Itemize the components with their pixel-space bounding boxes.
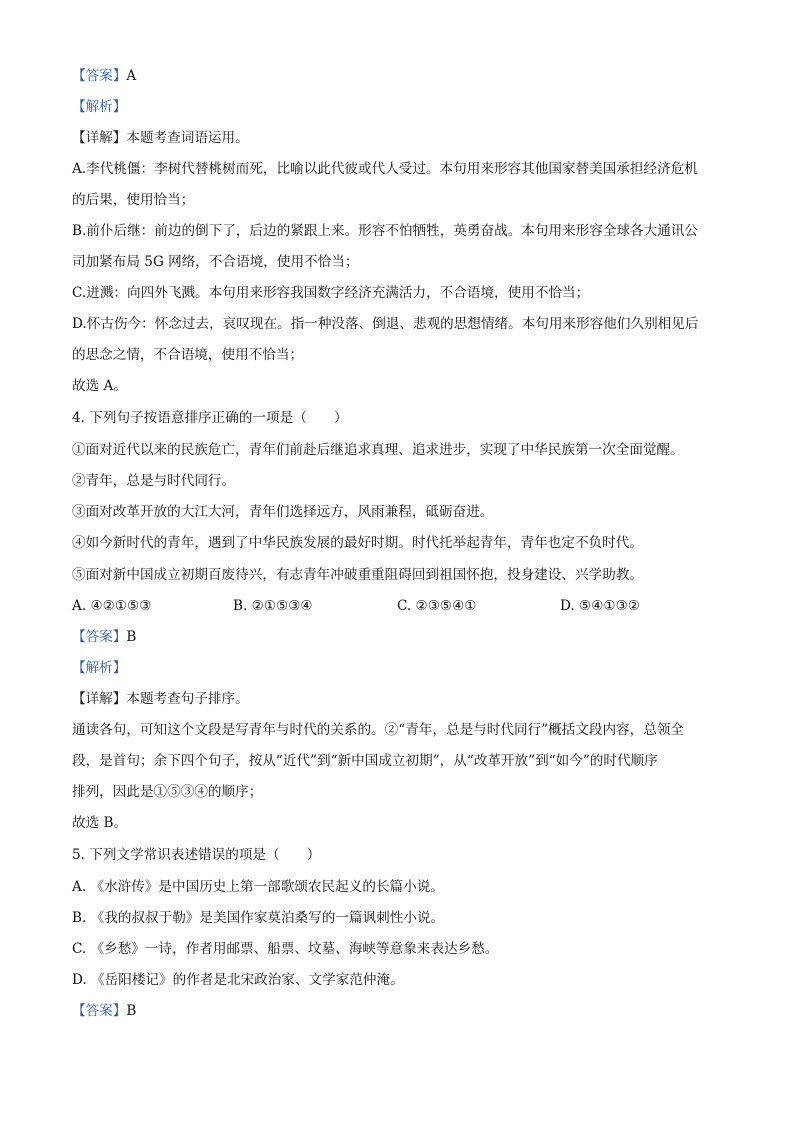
option-d: D. ⑤④①③②	[560, 598, 640, 614]
option-c: C. ②③⑤④①	[397, 598, 477, 614]
sentence-item: ②青年，总是与时代同行。	[72, 473, 236, 489]
question-stem: 5. 下列文学常识表述错误的项是（ ）	[72, 847, 321, 863]
text-line: 的后果，使用恰当；	[72, 192, 195, 208]
sentence-item: ④如今新时代的青年，遇到了中华民族发展的最好时期。时代托举起青年，青年也定不负时代。	[72, 535, 643, 551]
sentence-item: ③面对改革开放的大江大河，青年们选择远方，风雨兼程，砥砺奋进。	[72, 504, 494, 520]
choice-item: D. 《岳阳楼记》的作者是北宋政治家、文学家范仲淹。	[72, 972, 404, 988]
text-line: A.李代桃僵：李树代替桃树而死，比喻以此代彼或代人受过。本句用来形容其他国家替美国承担经济危机	[72, 161, 698, 177]
text-line: 司加紧布局 5G 网络，不合语境，使用不恰当；	[72, 254, 359, 270]
text-line: 【详解】本题考查句子排序。	[72, 691, 249, 707]
text-line: 段，是首句；余下四个句子，按从“近代”到“新中国成立初期”，从“改革开放”到“如今”的时代顺序	[72, 753, 658, 769]
answer-value: B	[126, 1003, 137, 1019]
question-stem: 4. 下列句子按语意排序正确的一项是（ ）	[72, 410, 348, 426]
option-a: A. ④②①⑤③	[72, 598, 152, 614]
analysis-tag: 解析	[85, 99, 113, 115]
text-line: 排列，因此是①⑤③④的顺序；	[72, 784, 263, 800]
text-line: B.前仆后继：前边的倒下了，后边的紧跟上来。形容不怕牺牲，英勇奋战。本句用来形容全球各大通讯公	[72, 223, 699, 239]
answer-line	[72, 1001, 734, 1021]
sentence-item: ①面对近代以来的民族危亡，青年们前赴后继追求真理、追求进步，实现了中华民族第一次全面觉醒。	[72, 442, 684, 458]
option-b: B. ②①⑤③④	[233, 598, 313, 614]
answer-value: B	[126, 629, 137, 645]
analysis-heading: 【解析】	[72, 99, 127, 115]
text-line: 故选 B。	[72, 815, 128, 831]
text-line: C.迸溅：向四外飞溅。本句用来形容我国数字经济充满活力，不合语境，使用不恰当；	[72, 285, 590, 301]
answer-line	[72, 627, 734, 647]
answer-value: A	[126, 68, 137, 84]
sentence-item: ⑤面对新中国成立初期百废待兴，有志青年冲破重重阻碍回到祖国怀抱，投身建设、兴学助教。	[72, 567, 643, 583]
text-line: 通读各句，可知这个文段是写青年与时代的关系的。②“青年，总是与时代同行”概括文段内容，总领全	[72, 722, 685, 738]
answer-tag: 【答案】	[72, 629, 127, 645]
text-line: 的思念之情，不合语境，使用不恰当；	[72, 347, 304, 363]
choice-item: B. 《我的叔叔于勒》是美国作家莫泊桑写的一篇讽刺性小说。	[72, 910, 445, 926]
answer-tag: 【答案】	[72, 1003, 127, 1019]
answer-line	[72, 66, 734, 86]
choice-item: A. 《水浒传》是中国历史上第一部歌颂农民起义的长篇小说。	[72, 879, 444, 895]
analysis-tag: 解析	[85, 660, 113, 676]
choice-item: C. 《乡愁》一诗，作者用邮票、船票、坟墓、海峡等意象来表达乡愁。	[72, 941, 499, 957]
text-line: 【详解】本题考查词语运用。	[72, 130, 249, 146]
text-line: 故选 A。	[72, 378, 127, 394]
text-line: D.怀古伤今：怀念过去，哀叹现在。指一种没落、倒退、悲观的思想情绪。本句用来形容他们久别相见后	[72, 316, 699, 332]
analysis-heading: 【解析】	[72, 660, 127, 676]
answer-tag: 【答案】	[72, 68, 127, 84]
